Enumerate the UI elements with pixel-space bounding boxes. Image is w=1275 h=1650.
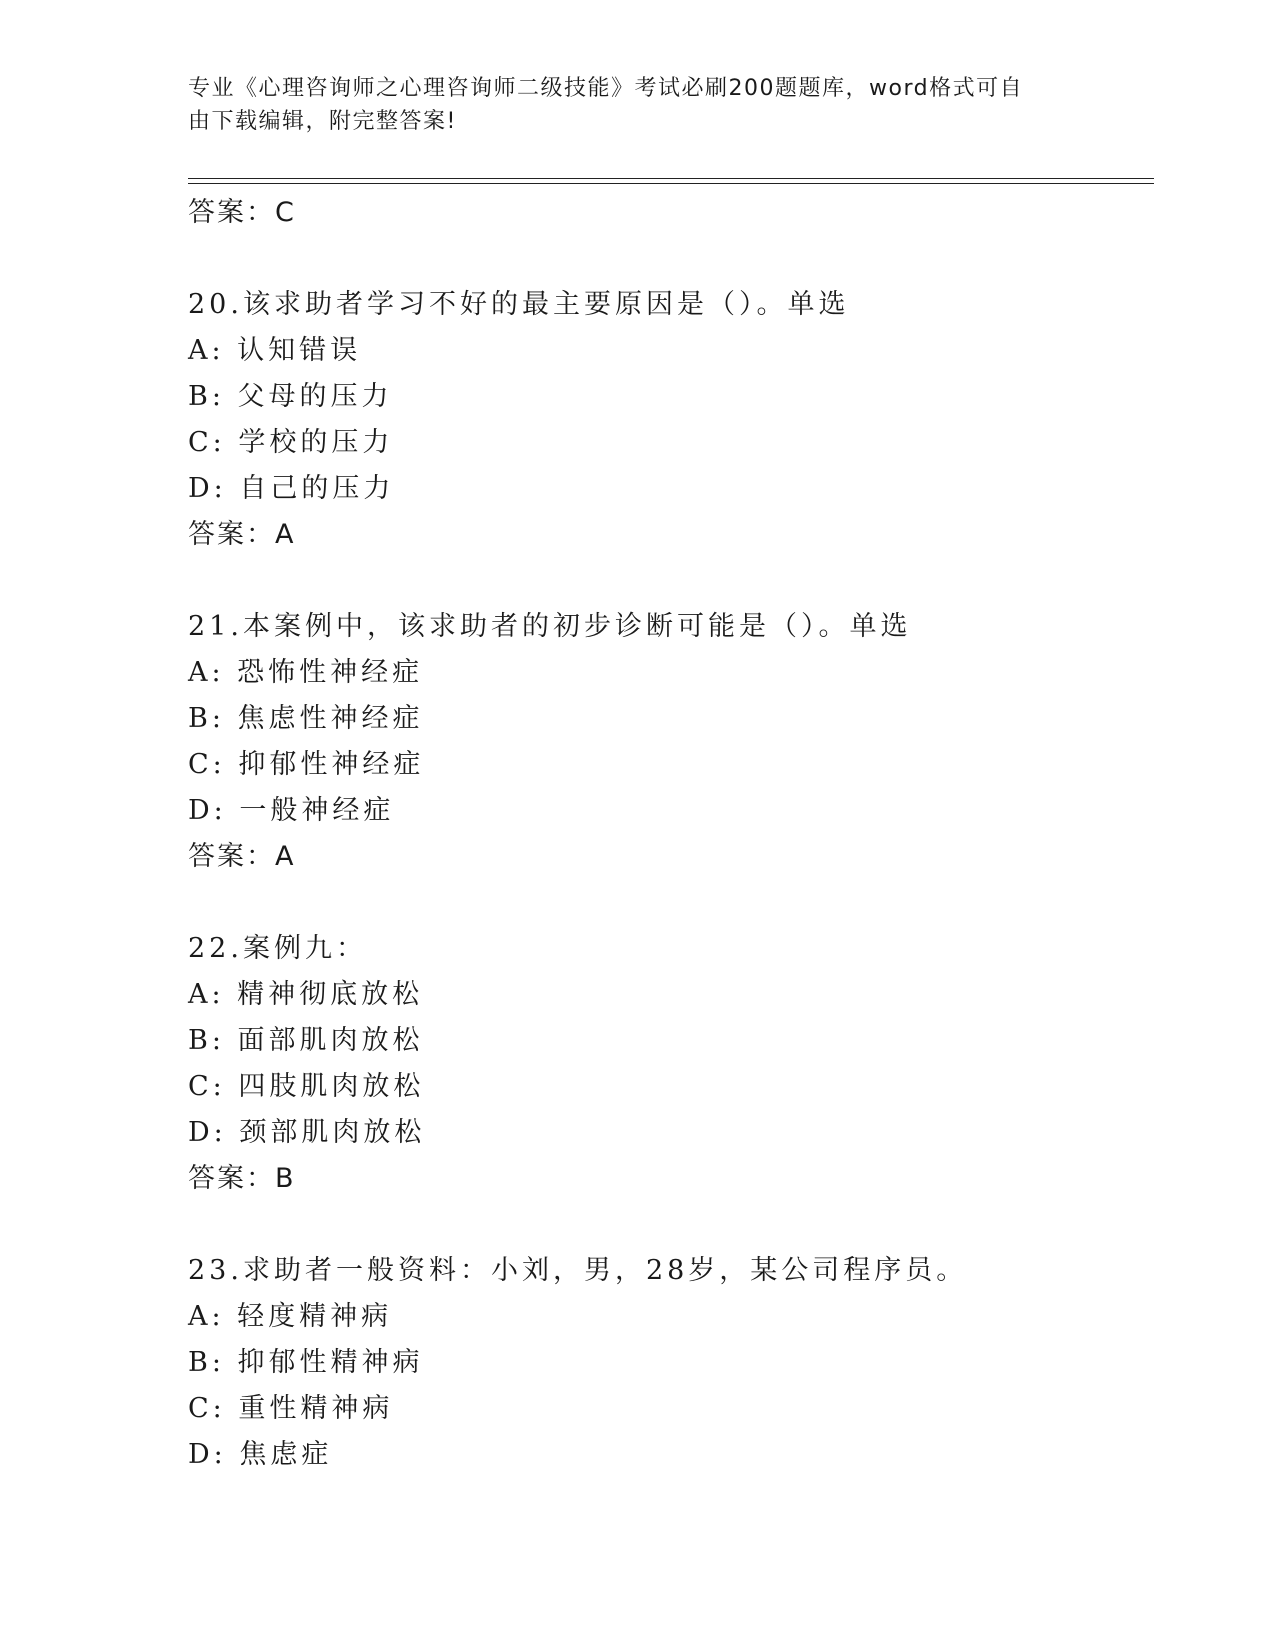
option-c: C: 重性精神病 <box>188 1393 394 1424</box>
question-stem: 21.本案例中，该求助者的初步诊断可能是（）。单选 <box>188 611 912 642</box>
header-rule-top <box>188 178 1154 179</box>
option-b: B: 抑郁性精神病 <box>188 1347 424 1378</box>
question-list <box>188 190 1154 1478</box>
option-a: A: 精神彻底放松 <box>188 979 424 1010</box>
option-b: B: 焦虑性神经症 <box>188 703 424 734</box>
spacer <box>188 1202 1154 1248</box>
question-stem: 23.求助者一般资料：小刘，男，28岁，某公司程序员。 <box>188 1255 968 1286</box>
answer-line: 答案：A <box>188 841 296 872</box>
question-23 <box>188 1248 1154 1478</box>
question-21 <box>188 604 1154 880</box>
header-rule-bottom <box>188 183 1154 184</box>
question-22 <box>188 926 1154 1202</box>
spacer <box>188 880 1154 926</box>
spacer <box>188 558 1154 604</box>
option-d: D: 颈部肌肉放松 <box>188 1117 426 1148</box>
spacer <box>188 236 1154 282</box>
option-a: A: 轻度精神病 <box>188 1301 393 1332</box>
option-d: D: 焦虑症 <box>188 1439 333 1470</box>
question-stem: 22.案例九： <box>188 933 367 964</box>
header-line-2: 由下载编辑，附完整答案! <box>188 109 457 134</box>
document-header <box>188 72 1068 138</box>
option-d: D: 一般神经症 <box>188 795 395 826</box>
answer-line: 答案：C <box>188 197 296 228</box>
option-b: B: 面部肌肉放松 <box>188 1025 424 1056</box>
question-stem: 20.该求助者学习不好的最主要原因是（）。单选 <box>188 289 850 320</box>
question-20 <box>188 282 1154 558</box>
option-b: B: 父母的压力 <box>188 381 393 412</box>
option-d: D: 自己的压力 <box>188 473 395 504</box>
header-line-1: 专业《心理咨询师之心理咨询师二级技能》考试必刷200题题库，word格式可自 <box>188 76 1024 101</box>
option-a: A: 认知错误 <box>188 335 362 366</box>
option-a: A: 恐怖性神经症 <box>188 657 424 688</box>
option-c: C: 四肢肌肉放松 <box>188 1071 425 1102</box>
answer-line: 答案：A <box>188 519 296 550</box>
option-c: C: 抑郁性神经症 <box>188 749 425 780</box>
answer-line: 答案：B <box>188 1163 296 1194</box>
option-c: C: 学校的压力 <box>188 427 394 458</box>
